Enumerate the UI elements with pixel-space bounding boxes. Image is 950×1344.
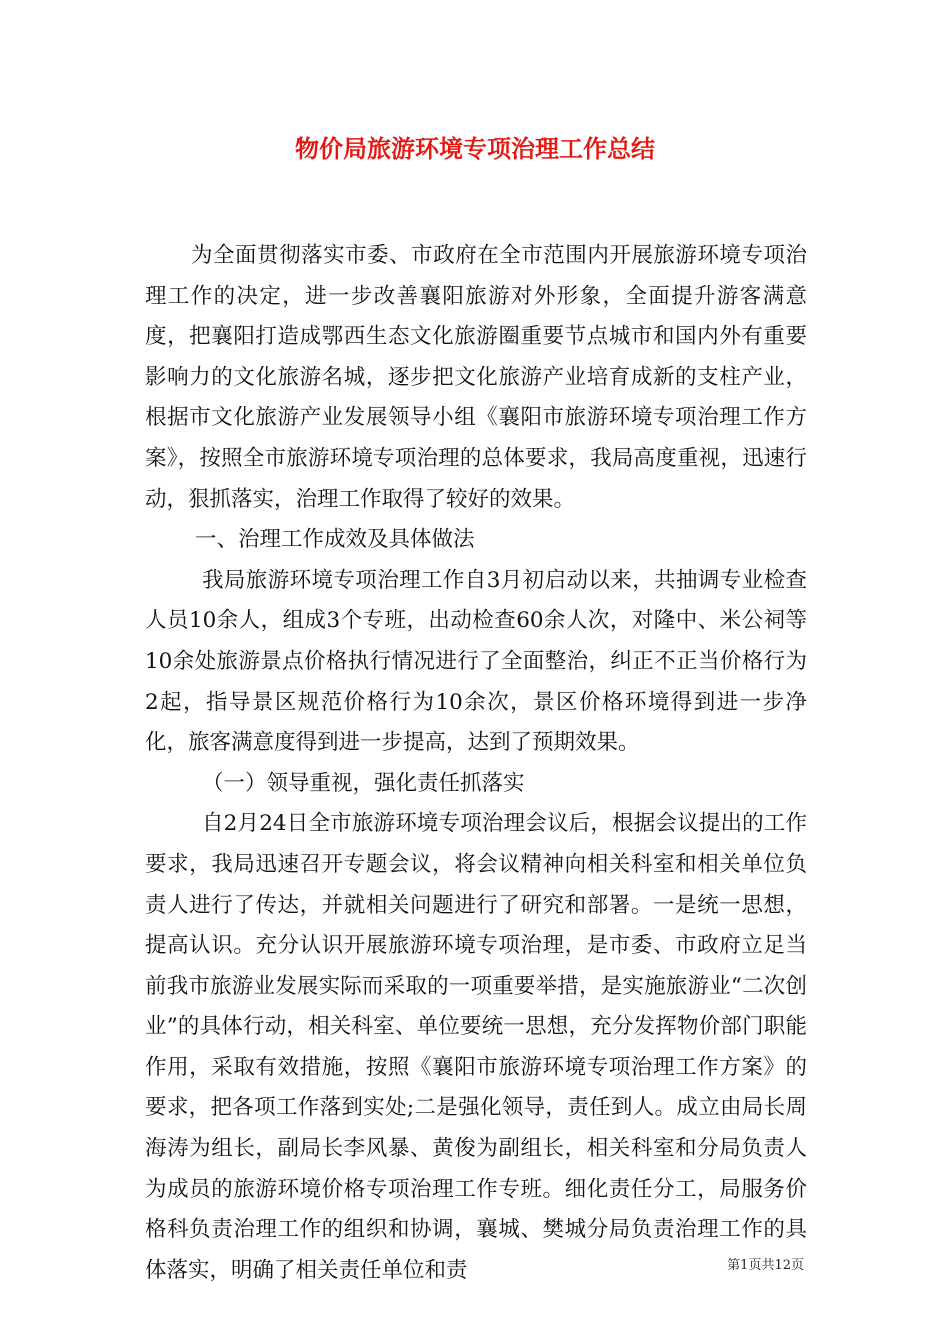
paragraph-intro: 为全面贯彻落实市委、市政府在全市范围内开展旅游环境专项治理工作的决定，进一步改善襄阳旅游对外形象，全面提升游客满意度，把襄阳打造成鄂西生态文化旅游圈重要节点城市和国内外有重要影响力的文化旅游名城，逐步把文化旅游产业培育成新的支柱产业，根据市文化旅游产业发展领导小组《襄阳市旅游环境专项治理工作方案》，按照全市旅游环境专项治理的总体要求，我局高度重视，迅速行动，狠抓落实，治理工作取得了较好的效果。 [145,243,807,512]
document-body [145,236,807,1291]
section-heading-1: 一、治理工作成效及具体做法 [195,527,475,553]
subsection-heading-1: （一）领导重视，强化责任抓落实 [202,770,525,796]
paragraph-results: 我局旅游环境专项治理工作自3月初启动以来，共抽调专业检查人员10余人，组成3个专班，出动检查60余人次，对隆中、米公祠等10余处旅游景点价格执行情况进行了全面整治，纠正不正当价格行为2起，指导景区规范价格行为10余次，景区价格环境得到进一步净化，旅客满意度得到进一步提高，达到了预期效果。 [145,567,807,756]
paragraph-leadership: 自2月24日全市旅游环境专项治理会议后，根据会议提出的工作要求，我局迅速召开专题会议，将会议精神向相关科室和相关单位负责人进行了传达，并就相关问题进行了研究和部署。一是统一思想，提高认识。充分认识开展旅游环境专项治理，是市委、市政府立足当前我市旅游业发展实际而采取的一项重要举措，是实施旅游业“二次创业”的具体行动，相关科室、单位要统一思想，充分发挥物价部门职能作用，采取有效措施，按照《襄阳市旅游环境专项治理工作方案》的要求，把各项工作落到实处;二是强化领导，责任到人。成立由局长周海涛为组长，副局长李风暴、黄俊为副组长，相关科室和分局负责人为成员的旅游环境价格专项治理工作专班。细化责任分工，局服务价格科负责治理工作的组织和协调，襄城、樊城分局负责治理工作的具体落实，明确了相关责任单位和责 [145,811,807,1283]
page-number: 第1页共12页 [727,1258,804,1273]
document-title: 物价局旅游环境专项治理工作总结 [295,134,655,163]
